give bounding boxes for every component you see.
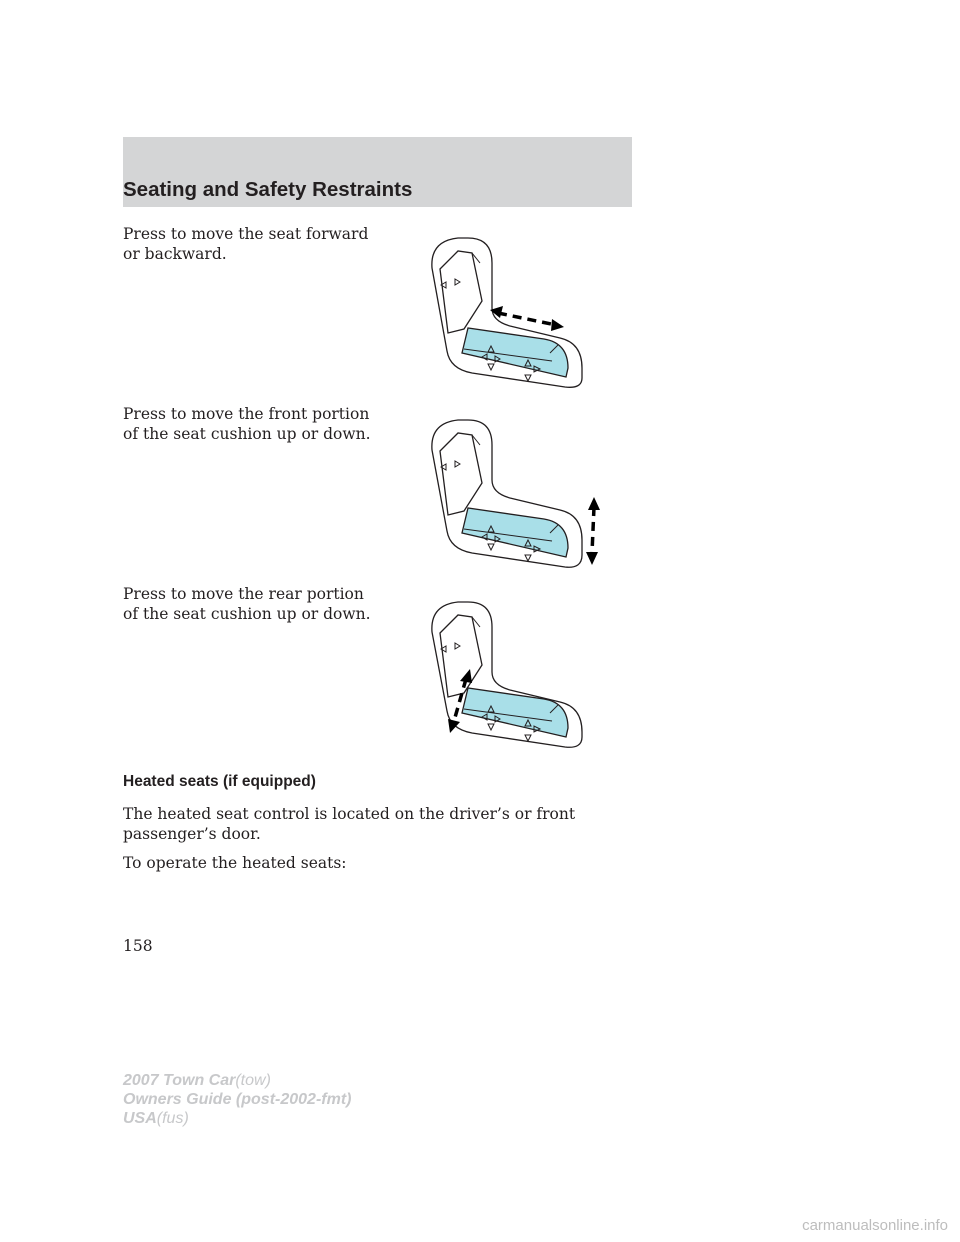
footer-market: USA: [123, 1110, 157, 1127]
footer-guide: Owners Guide (post-2002-fmt): [123, 1091, 352, 1108]
seat-control-rear-cushion-up-down-illustration: [420, 597, 600, 757]
footer-model: 2007 Town Car: [123, 1072, 236, 1089]
document-footer: [123, 1071, 351, 1128]
footer-market-code: (fus): [156, 1110, 189, 1127]
heated-seats-heading: Heated seats (if equipped): [123, 773, 316, 790]
footer-line-3: [123, 1109, 351, 1128]
heated-seats-location-text: The heated seat control is located on the driver’s or front passenger’s door.: [123, 805, 576, 843]
rear-cushion-instruction: Press to move the rear portion of the seat cushion up or down.: [123, 585, 371, 623]
seat-control-front-cushion-up-down-illustration: [420, 415, 600, 575]
watermark: carmanualsonline.info: [802, 1217, 948, 1234]
footer-line-1: [123, 1071, 351, 1090]
heated-seats-operate-text: To operate the heated seats:: [123, 854, 347, 872]
footer-line-2: [123, 1090, 351, 1109]
front-cushion-instruction: Press to move the front portion of the seat cushion up or down.: [123, 405, 371, 443]
section-title: Seating and Safety Restraints: [123, 178, 413, 201]
page-number: 158: [123, 937, 153, 955]
forward-backward-instruction: Press to move the seat forward or backward.: [123, 225, 369, 263]
footer-model-code: (tow): [235, 1072, 271, 1089]
seat-control-forward-backward-illustration: [420, 233, 600, 393]
